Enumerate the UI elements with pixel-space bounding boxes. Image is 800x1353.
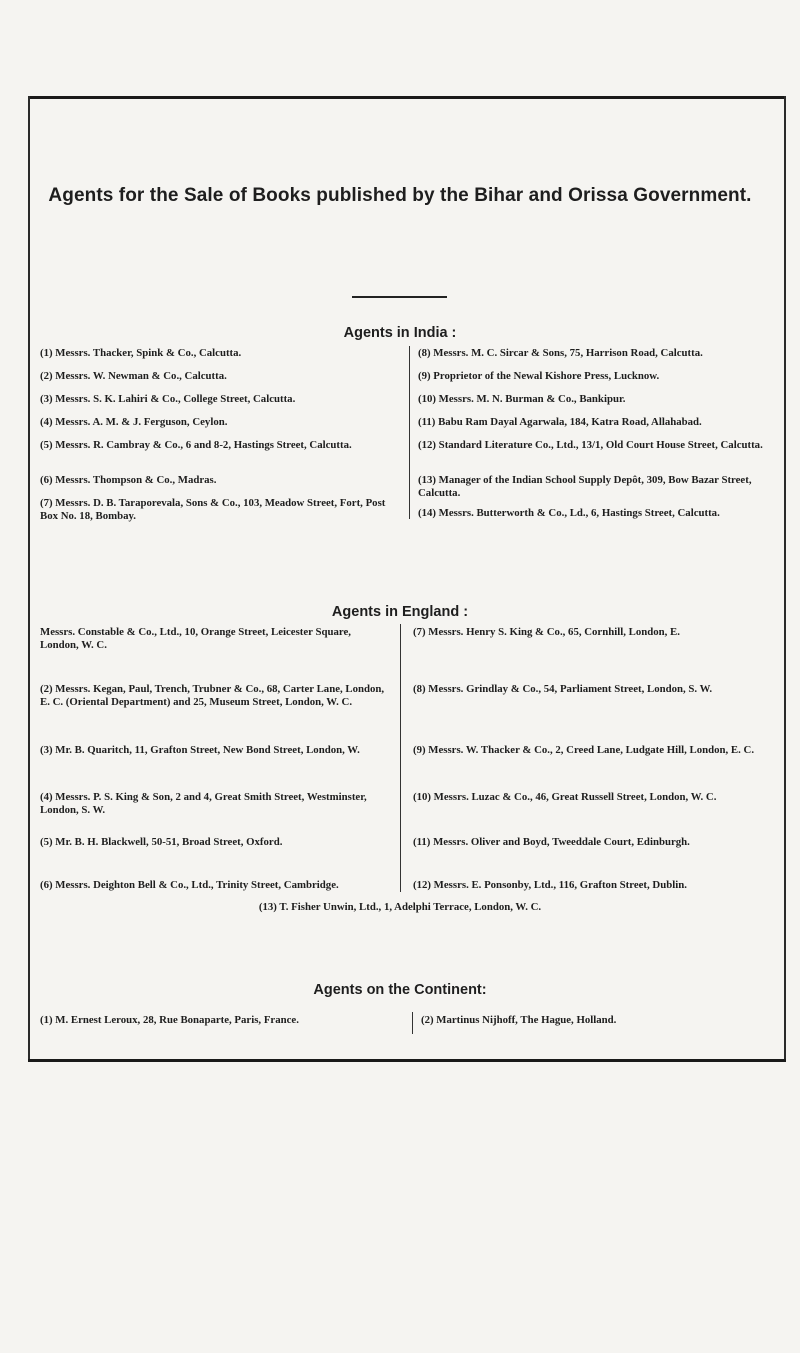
page-border-bottom	[28, 1059, 786, 1062]
india-agent-12: (12) Standard Literature Co., Ltd., 13/1, Old Court House Street, Calcutta.	[418, 439, 763, 451]
india-heading: Agents in India :	[343, 325, 457, 341]
india-agent-5: (5) Messrs. R. Cambray & Co., 6 and 8-2, Hastings Street, Calcutta.	[40, 439, 352, 451]
page-title: Agents for the Sale of Books published by the Bihar and Orissa Government.	[48, 185, 752, 206]
england-column-divider	[400, 624, 401, 892]
india-agent-11: (11) Babu Ram Dayal Agarwala, 184, Katra Road, Allahabad.	[418, 416, 702, 428]
england-agent-9: (9) Messrs. W. Thacker & Co., 2, Creed Lane, Ludgate Hill, London, E. C.	[413, 744, 755, 756]
india-column-divider	[409, 346, 410, 519]
page-border-left	[28, 96, 30, 1061]
england-agent-12: (12) Messrs. E. Ponsonby, Ltd., 116, Grafton Street, Dublin.	[413, 879, 687, 891]
india-agent-13: (13) Manager of the Indian School Supply Depôt, 309, Bow Bazar Street, Calcutta.	[418, 474, 752, 499]
page-border-top	[28, 96, 786, 99]
india-agent-2: (2) Messrs. W. Newman & Co., Calcutta.	[40, 370, 227, 382]
india-right-column	[418, 347, 790, 517]
england-agent-10: (10) Messrs. Luzac & Co., 46, Great Russell Street, London, W. C.	[413, 791, 717, 803]
continent-agent-1: (1) M. Ernest Leroux, 28, Rue Bonaparte, Paris, France.	[40, 1014, 299, 1026]
england-agent-13: (13) T. Fisher Unwin, Ltd., 1, Adelphi Terrace, London, W. C.	[258, 901, 542, 913]
india-left-column	[40, 347, 396, 522]
england-agent-5: (5) Mr. B. H. Blackwell, 50-51, Broad Street, Oxford.	[40, 836, 283, 848]
india-agent-14: (14) Messrs. Butterworth & Co., Ld., 6, Hastings Street, Calcutta.	[418, 507, 720, 519]
india-agent-8: (8) Messrs. M. C. Sircar & Sons, 75, Harrison Road, Calcutta.	[418, 347, 703, 359]
england-agent-11: (11) Messrs. Oliver and Boyd, Tweeddale Court, Edinburgh.	[413, 836, 690, 848]
england-agent-2: (2) Messrs. Kegan, Paul, Trench, Trubner & Co., 68, Carter Lane, London, E. C. (Oriental Department) and 25, Museum Street, London, W. C.	[40, 683, 385, 708]
england-agent-4: (4) Messrs. P. S. King & Son, 2 and 4, Great Smith Street, Westminster, London, S. W.	[40, 791, 367, 816]
india-agent-9: (9) Proprietor of the Newal Kishore Press, Lucknow.	[418, 370, 660, 382]
england-agent-8: (8) Messrs. Grindlay & Co., 54, Parliament Street, London, S. W.	[413, 683, 713, 695]
continent-heading: Agents on the Continent:	[313, 982, 487, 998]
england-right-column	[413, 626, 793, 891]
india-agent-10: (10) Messrs. M. N. Burman & Co., Bankipur.	[418, 393, 626, 405]
england-agent-7: (7) Messrs. Henry S. King & Co., 65, Cornhill, London, E.	[413, 626, 680, 638]
continent-right-column	[421, 1014, 791, 1044]
india-agent-1: (1) Messrs. Thacker, Spink & Co., Calcutta.	[40, 347, 242, 359]
england-agent-3: (3) Mr. B. Quaritch, 11, Grafton Street, New Bond Street, London, W.	[40, 744, 360, 756]
continent-left-column	[40, 1014, 405, 1044]
india-agent-4: (4) Messrs. A. M. & J. Ferguson, Ceylon.	[40, 416, 228, 428]
title-rule	[352, 296, 447, 298]
england-heading: Agents in England :	[331, 604, 469, 620]
continent-agent-2: (2) Martinus Nijhoff, The Hague, Holland.	[421, 1014, 617, 1026]
continent-column-divider	[412, 1012, 413, 1034]
india-agent-7: (7) Messrs. D. B. Taraporevala, Sons & Co., 103, Meadow Street, Fort, Post Box No. 18, Bombay.	[40, 497, 386, 522]
england-agent-6: (6) Messrs. Deighton Bell & Co., Ltd., Trinity Street, Cambridge.	[40, 879, 339, 891]
england-agent-1: Messrs. Constable & Co., Ltd., 10, Orange Street, Leicester Square, London, W. C.	[40, 626, 351, 651]
india-agent-6: (6) Messrs. Thompson & Co., Madras.	[40, 474, 217, 486]
india-agent-3: (3) Messrs. S. K. Lahiri & Co., College Street, Calcutta.	[40, 393, 296, 405]
page-border-right	[784, 96, 786, 1061]
england-left-column	[40, 626, 392, 891]
